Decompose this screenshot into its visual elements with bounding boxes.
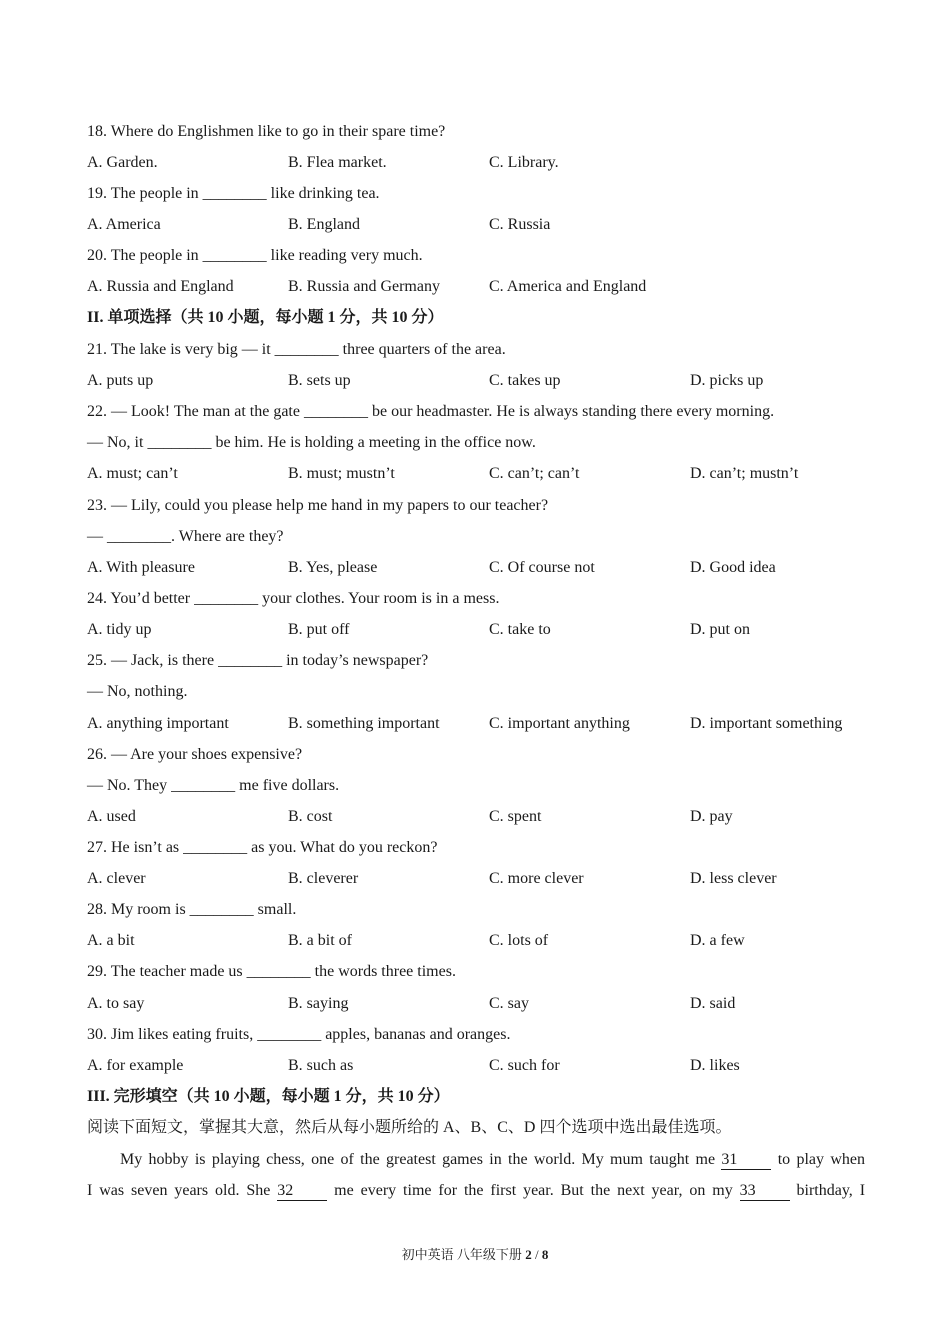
- option-c: C. more clever: [489, 870, 584, 887]
- option-d: D. put on: [690, 621, 750, 638]
- option-d: D. important something: [690, 715, 843, 732]
- blank-33: 33: [740, 1182, 790, 1201]
- option-a: A. Russia and England: [87, 278, 234, 295]
- option-b: B. Russia and Germany: [288, 278, 440, 295]
- option-a: A. for example: [87, 1057, 184, 1074]
- option-c: C. Russia: [489, 216, 551, 233]
- option-a: A. puts up: [87, 372, 154, 389]
- question-20-stem: 20. The people in ________ like reading very much.: [87, 247, 423, 264]
- option-c: C. Library.: [489, 154, 559, 171]
- option-d: D. likes: [690, 1057, 740, 1074]
- option-c: C. important anything: [489, 715, 630, 732]
- option-a: A. Garden.: [87, 154, 158, 171]
- question-21-stem: 21. The lake is very big — it ________ three quarters of the area.: [87, 341, 506, 358]
- footer-page-total: 8: [541, 1247, 549, 1262]
- question-23-stem-reply: — ________. Where are they?: [87, 528, 284, 545]
- option-b: B. Flea market.: [288, 154, 387, 171]
- option-b: B. a bit of: [288, 932, 352, 949]
- option-b: B. must; mustn’t: [288, 465, 395, 482]
- option-a: A. America: [87, 216, 161, 233]
- option-d: D. a few: [690, 932, 745, 949]
- option-a: A. anything important: [87, 715, 229, 732]
- passage-line-2: [87, 1181, 865, 1201]
- option-c: C. such for: [489, 1057, 560, 1074]
- question-27-stem: 27. He isn’t as ________ as you. What do you reckon?: [87, 839, 438, 856]
- question-26-stem: 26. — Are your shoes expensive?: [87, 746, 303, 763]
- passage-line-1: [87, 1150, 865, 1170]
- option-d: D. Good idea: [690, 559, 776, 576]
- option-d: D. less clever: [690, 870, 777, 887]
- option-a: A. must; can’t: [87, 465, 178, 482]
- option-b: B. put off: [288, 621, 350, 638]
- option-b: B. cost: [288, 808, 333, 825]
- option-a: A. used: [87, 808, 136, 825]
- section-3-instruction: 阅读下面短文，掌握其大意，然后从每小题所给的 A、B、C、D 四个选项中选出最佳选项。: [87, 1119, 732, 1136]
- option-c: C. Of course not: [489, 559, 595, 576]
- question-22-stem-reply: — No, it ________ be him. He is holding a meeting in the office now.: [87, 434, 536, 451]
- passage-text: to play when: [777, 1151, 866, 1168]
- option-c: C. lots of: [489, 932, 549, 949]
- option-a: A. a bit: [87, 932, 135, 949]
- option-c: C. say: [489, 995, 529, 1012]
- option-c: C. takes up: [489, 372, 561, 389]
- question-30-stem: 30. Jim likes eating fruits, ________ apples, bananas and oranges.: [87, 1026, 511, 1043]
- question-25-stem-reply: — No, nothing.: [87, 683, 188, 700]
- option-a: A. clever: [87, 870, 146, 887]
- option-d: D. picks up: [690, 372, 764, 389]
- option-b: B. Yes, please: [288, 559, 378, 576]
- option-b: B. saying: [288, 995, 349, 1012]
- option-b: B. England: [288, 216, 360, 233]
- question-26-stem-reply: — No. They ________ me five dollars.: [87, 777, 340, 794]
- question-28-stem: 28. My room is ________ small.: [87, 901, 297, 918]
- question-19-stem: 19. The people in ________ like drinking tea.: [87, 185, 380, 202]
- option-c: C. spent: [489, 808, 542, 825]
- passage-text: My hobby is playing chess, one of the greatest games in the world. My mum taught me: [120, 1151, 716, 1168]
- section-3-title: III. 完形填空（共 10 小题，每小题 1 分，共 10 分）: [87, 1088, 450, 1105]
- option-a: A. to say: [87, 995, 145, 1012]
- question-25-stem: 25. — Jack, is there ________ in today’s newspaper?: [87, 652, 429, 669]
- option-b: B. cleverer: [288, 870, 359, 887]
- passage-text: me every time for the first year. But the next year, on my: [334, 1182, 733, 1199]
- option-d: D. can’t; mustn’t: [690, 465, 799, 482]
- blank-32: 32: [277, 1182, 327, 1201]
- option-b: B. such as: [288, 1057, 354, 1074]
- question-24-stem: 24. You’d better ________ your clothes. Your room is in a mess.: [87, 590, 500, 607]
- question-22-stem: 22. — Look! The man at the gate ________ be our headmaster. He is always standing there every morning.: [87, 403, 775, 420]
- option-a: A. With pleasure: [87, 559, 195, 576]
- blank-31: 31: [721, 1151, 771, 1170]
- option-a: A. tidy up: [87, 621, 152, 638]
- footer-title: 初中英语 八年级下册: [401, 1247, 522, 1262]
- option-c: C. America and England: [489, 278, 647, 295]
- question-18-stem: 18. Where do Englishmen like to go in their spare time?: [87, 123, 446, 140]
- footer-separator: /: [531, 1247, 542, 1262]
- option-c: C. can’t; can’t: [489, 465, 580, 482]
- question-29-stem: 29. The teacher made us ________ the words three times.: [87, 963, 456, 980]
- option-c: C. take to: [489, 621, 551, 638]
- passage-text: birthday, I: [796, 1182, 866, 1199]
- passage-text: I was seven years old. She: [87, 1182, 271, 1199]
- option-b: B. something important: [288, 715, 440, 732]
- page-footer: [0, 1246, 950, 1264]
- section-2-title: II. 单项选择（共 10 小题，每小题 1 分，共 10 分）: [87, 309, 444, 326]
- option-b: B. sets up: [288, 372, 351, 389]
- option-d: D. said: [690, 995, 736, 1012]
- question-23-stem: 23. — Lily, could you please help me hand in my papers to our teacher?: [87, 497, 549, 514]
- footer-page-number: 2: [525, 1247, 532, 1262]
- option-d: D. pay: [690, 808, 733, 825]
